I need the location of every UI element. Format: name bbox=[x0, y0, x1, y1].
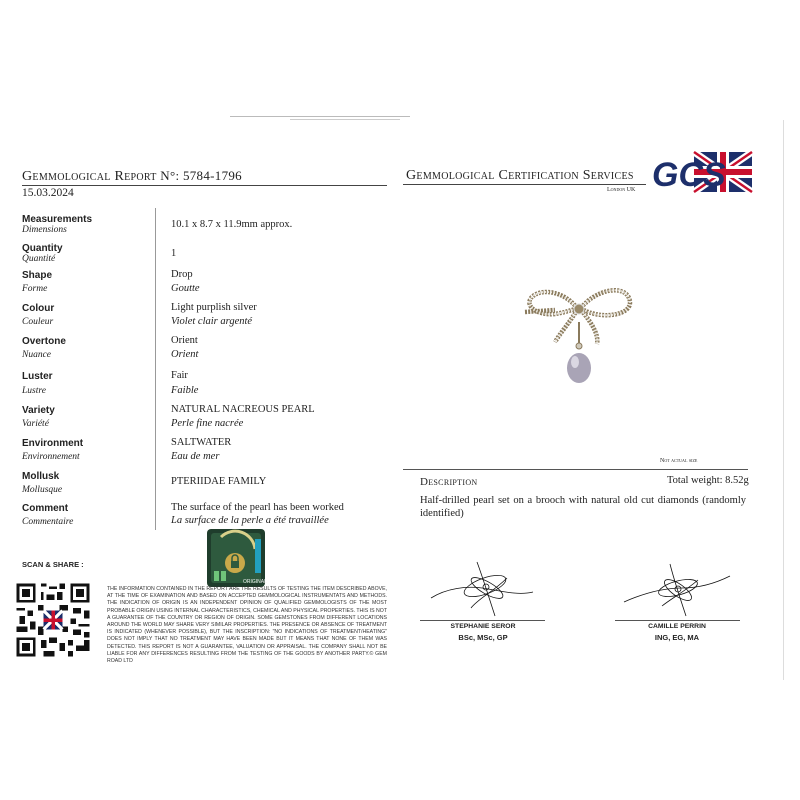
value-quantity: 1 bbox=[171, 248, 177, 259]
value-environment: SALTWATER bbox=[171, 437, 232, 448]
signature-camille-perrin bbox=[622, 558, 732, 620]
label-quantity: Quantity bbox=[22, 243, 63, 254]
company-location: London UK bbox=[607, 187, 636, 193]
value-comment-fr: La surface de la perle a été travaillée bbox=[171, 515, 329, 526]
label-colour: Colour bbox=[22, 303, 55, 314]
label-environment: Environment bbox=[22, 438, 84, 449]
scan-artifact-line bbox=[230, 116, 410, 117]
signatory-1-name: STEPHANIE SEROR bbox=[450, 623, 516, 630]
pearl bbox=[567, 353, 591, 383]
label-measurements: Measurements bbox=[22, 214, 93, 225]
brooch-image bbox=[515, 282, 655, 392]
header-rule-right bbox=[403, 184, 646, 185]
label-environment-fr: Environnement bbox=[22, 452, 80, 462]
report-number-prefix: N°: bbox=[160, 168, 183, 183]
report-date: 15.03.2024 bbox=[22, 187, 74, 199]
value-luster: Fair bbox=[171, 370, 188, 381]
label-colour-fr: Couleur bbox=[22, 317, 54, 327]
report-title bbox=[22, 168, 242, 185]
value-colour: Light purplish silver bbox=[171, 302, 257, 313]
value-mollusk: PTERIIDAE FAMILY bbox=[171, 476, 267, 487]
value-measurements: 10.1 x 8.7 x 11.9mm approx. bbox=[171, 219, 293, 230]
label-comment: Comment bbox=[22, 503, 69, 514]
total-weight: Total weight: 8.52g bbox=[667, 475, 749, 486]
label-mollusk-fr: Mollusque bbox=[22, 485, 63, 495]
description-text: Half-drilled pearl set on a brooch with natural old cut diamonds (randomly identified) bbox=[420, 495, 746, 519]
label-mollusk: Mollusk bbox=[22, 471, 60, 482]
signature-stephanie-seror bbox=[427, 558, 537, 620]
bow-outline bbox=[525, 290, 630, 344]
label-luster-fr: Lustre bbox=[22, 386, 46, 396]
value-overtone-fr: Orient bbox=[171, 349, 199, 360]
label-quantity-fr: Quantité bbox=[22, 254, 56, 264]
label-overtone-fr: Nuance bbox=[22, 350, 52, 360]
report-number: 5784-1796 bbox=[182, 168, 242, 183]
column-divider bbox=[155, 208, 156, 530]
label-shape: Shape bbox=[22, 270, 53, 281]
legal-disclaimer: THE INFORMATION CONTAINED IN THE REPORT ARE THE RESULTS OF TESTING THE ITEM DESCRIBED ABOVE, AT THE TIME OF EXAMINATION AND BASED ON ACCEPTED GEMMOLOGICAL INSTRUMENTATS AND METHODS. THE INDICATION OF ORIGIN IS AN INDEPENDENT OPINION OF QUALIFIED GEMMOLOGISTS OF THE MOST PROBABLE ORIGIN USING INTERNAL CHARACTERISTICS, CHEMICAL AND PHYSICAL PROPERTIES. THIS IS NOT A GUARANTEE OF THE COUNTRY OR REGION OF ORIGIN. SOME GEMSTONES FROM DIFFERENT LOCATIONS AROUND THE WORLD MAY SHARE VERY SIMILAR PROPERTIES. THE PRESENCE OR ABSENCE OF TREATMENT IS INDICATED (WHENEVER POSSIBLE), BUT THE INSCRIPTION: "NO INDICATIONS OF TREATMENT/HEATING" DOES NOT IMPLY THAT NO TREATMENT MAY HAVE BEEN MADE BUT IT MEANS THAT NONE OF THEM WAS DETECTED. THIS REPORT IS NOT A GUARANTEE, VALUATION OR APPRAISAL. THE COMPANY SHALL NOT BE LIABLE FOR ANY DIFFERENCES RESULTING FROM THE TESTING OF THE GOODS BY ANOTHER PARTY.© GEM ROAD LTD bbox=[107, 586, 387, 665]
value-overtone: Orient bbox=[171, 335, 198, 346]
report-title-text: Gemmological Report bbox=[22, 169, 157, 184]
label-comment-fr: Commentaire bbox=[22, 517, 74, 527]
qr-center-flag bbox=[44, 611, 63, 630]
company-name: Gemmological Certification Services bbox=[406, 168, 634, 183]
page-edge bbox=[783, 120, 784, 680]
signatory-1-credentials: BSc, MSc, GP bbox=[458, 633, 508, 642]
label-measurements-fr: Dimensions bbox=[22, 225, 67, 235]
signature-line-1 bbox=[420, 620, 545, 621]
scan-artifact-line bbox=[290, 119, 400, 120]
header-rule-left bbox=[22, 185, 387, 186]
signature-line-2 bbox=[615, 620, 740, 621]
label-shape-fr: Forme bbox=[22, 284, 48, 294]
value-shape-fr: Goutte bbox=[171, 283, 200, 294]
label-luster: Luster bbox=[22, 371, 53, 382]
scan-share-label: SCAN & SHARE : bbox=[22, 560, 84, 569]
not-actual-size-note: Not actual size bbox=[660, 458, 698, 464]
signatory-2-credentials: ING, EG, MA bbox=[654, 633, 700, 642]
description-title: Description bbox=[420, 476, 478, 488]
bow-knot bbox=[574, 304, 584, 314]
label-variety-fr: Variété bbox=[22, 419, 49, 429]
value-variety-fr: Perle fine nacrée bbox=[171, 418, 244, 429]
value-comment: The surface of the pearl has been worked bbox=[171, 502, 344, 513]
gcs-logo bbox=[650, 150, 754, 194]
logo-text: GCS bbox=[652, 156, 726, 194]
value-shape: Drop bbox=[171, 269, 193, 280]
value-environment-fr: Eau de mer bbox=[171, 451, 220, 462]
value-colour-fr: Violet clair argenté bbox=[171, 316, 253, 327]
description-rule bbox=[403, 469, 748, 470]
label-overtone: Overtone bbox=[22, 336, 66, 347]
security-seal-icon bbox=[205, 527, 267, 589]
qr-code-icon[interactable] bbox=[14, 581, 92, 659]
label-variety: Variety bbox=[22, 405, 55, 416]
value-variety: NATURAL NACREOUS PEARL bbox=[171, 404, 315, 415]
signatory-2-name: CAMILLE PERRIN bbox=[648, 623, 706, 630]
seal-text: ORIGINAL bbox=[243, 579, 267, 585]
value-luster-fr: Faible bbox=[171, 385, 199, 396]
